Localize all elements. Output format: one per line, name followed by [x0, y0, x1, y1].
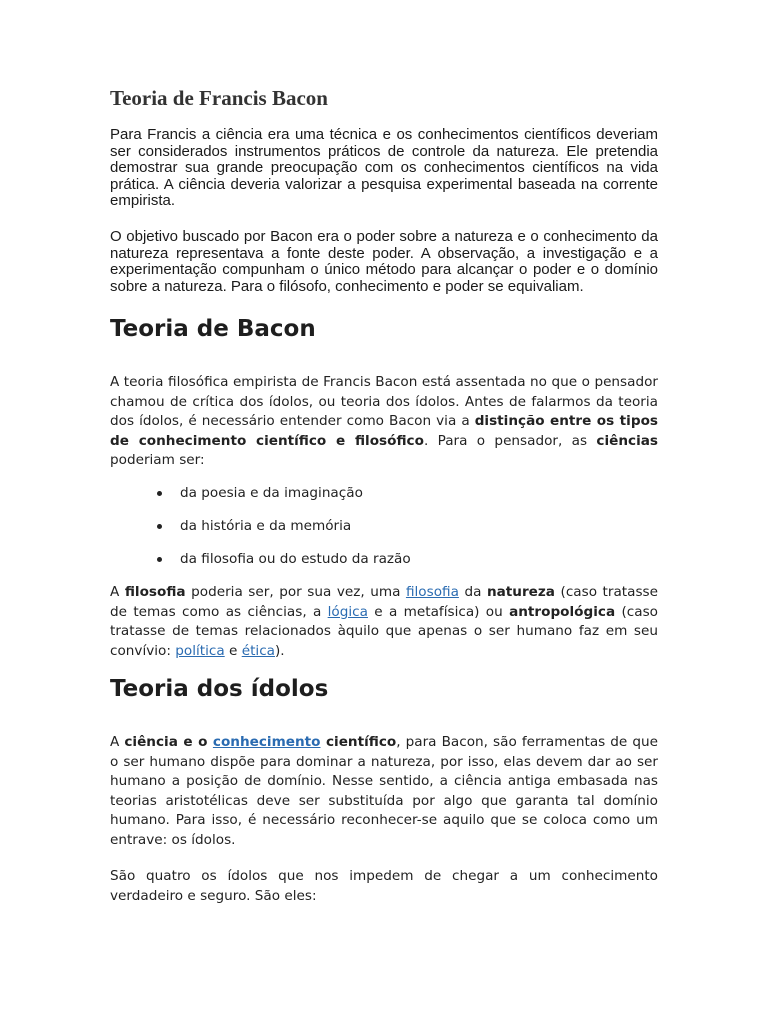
text: ).: [275, 642, 285, 659]
link-etica[interactable]: ética: [241, 642, 275, 659]
text: . Para o pensador, as: [423, 432, 597, 449]
bullet-icon: [157, 524, 162, 529]
idols-paragraph-2: São quatro os ídolos que nos impedem de chegar a um conhecimento verdadeiro e seguro. São eles:: [110, 868, 658, 904]
page-title: Teoria de Francis Bacon: [110, 86, 328, 110]
bold-text: ciência e o: [124, 734, 213, 750]
bullet-icon: [157, 491, 162, 496]
bacon-paragraph-2: [110, 583, 658, 661]
list-item: [110, 549, 411, 582]
bold-text: natureza: [486, 584, 555, 600]
text: , para Bacon, são ferramentas de que o ser humano dispõe para dominar a natureza, por isso, elas devem dar ao ser humano a posição de domínio. Nesse sentido, a ciência antiga embasada nas teorias aristotélicas deve ser substituída por algo que garanta tal domínio humano. Para isso, é necessário reconhecer-se aquilo que se coloca como um entrave: os ídolos.: [110, 734, 658, 848]
intro-paragraph-2: O objetivo buscado por Bacon era o poder sobre a natureza e o conhecimento da natureza representava a fonte deste poder. A observação, a investigação e a experimentação compunham o único método para alcançar o poder e o domínio sobre a natureza. Para o filósofo, conhecimento e poder se equivaliam.: [110, 228, 658, 295]
link-politica[interactable]: política: [175, 642, 225, 659]
text: poderiam ser:: [110, 452, 205, 468]
text: e: [224, 642, 242, 659]
text: A teoria filosófica empirista de Francis Bacon está assentada no que o pensador chamou de crítica dos ídolos, ou teoria dos ídolos. Antes de falarmos da teoria dos ídolos, é necessário entender como Bacon via a: [110, 374, 658, 429]
text: (caso tratasse de temas como as ciências, a: [110, 584, 658, 620]
link-conhecimento[interactable]: conhecimento: [212, 734, 321, 750]
bold-text: científico: [320, 734, 397, 750]
section-heading-bacon: Teoria de Bacon: [110, 316, 316, 342]
link-filosofia[interactable]: filosofia: [405, 584, 459, 600]
intro-paragraph-1: Para Francis a ciência era uma técnica e os conhecimentos científicos deveriam ser considerados instrumentos práticos de controle da natureza. Ele pretendia demostrar sua grande preocupação com os conhecimentos científicos na vida prática. A ciência deveria valorizar a pesquisa experimental baseada na corrente empirista.: [110, 126, 658, 210]
idols-paragraph-1: [110, 733, 658, 850]
text: A: [110, 734, 125, 750]
list-item: [110, 516, 411, 549]
list-item-label: da filosofia ou do estudo da razão: [180, 551, 411, 567]
bold-text: distinção entre os tipos de conhecimento científico e filosófico: [110, 413, 659, 449]
bacon-paragraph-1: [110, 373, 658, 471]
section-heading-idols: Teoria dos ídolos: [110, 676, 329, 702]
text: A: [110, 584, 125, 600]
text: e a metafísica) ou: [367, 603, 510, 620]
list-item-label: da poesia e da imaginação: [180, 485, 363, 501]
link-logica[interactable]: lógica: [327, 603, 368, 620]
bold-text: filosofia: [124, 584, 186, 600]
text: poderia ser, por sua vez, uma: [185, 584, 406, 600]
list-item-label: da história e da memória: [180, 518, 352, 534]
text: (caso tratasse de temas relacionados àquilo que apenas o ser humano faz em seu convívio:: [110, 603, 658, 659]
sciences-list: [110, 483, 411, 582]
bullet-icon: [157, 557, 162, 562]
bold-text: ciências: [596, 432, 658, 449]
text: da: [458, 584, 487, 600]
bold-text: antropológica: [509, 603, 616, 620]
list-item: [110, 483, 411, 516]
